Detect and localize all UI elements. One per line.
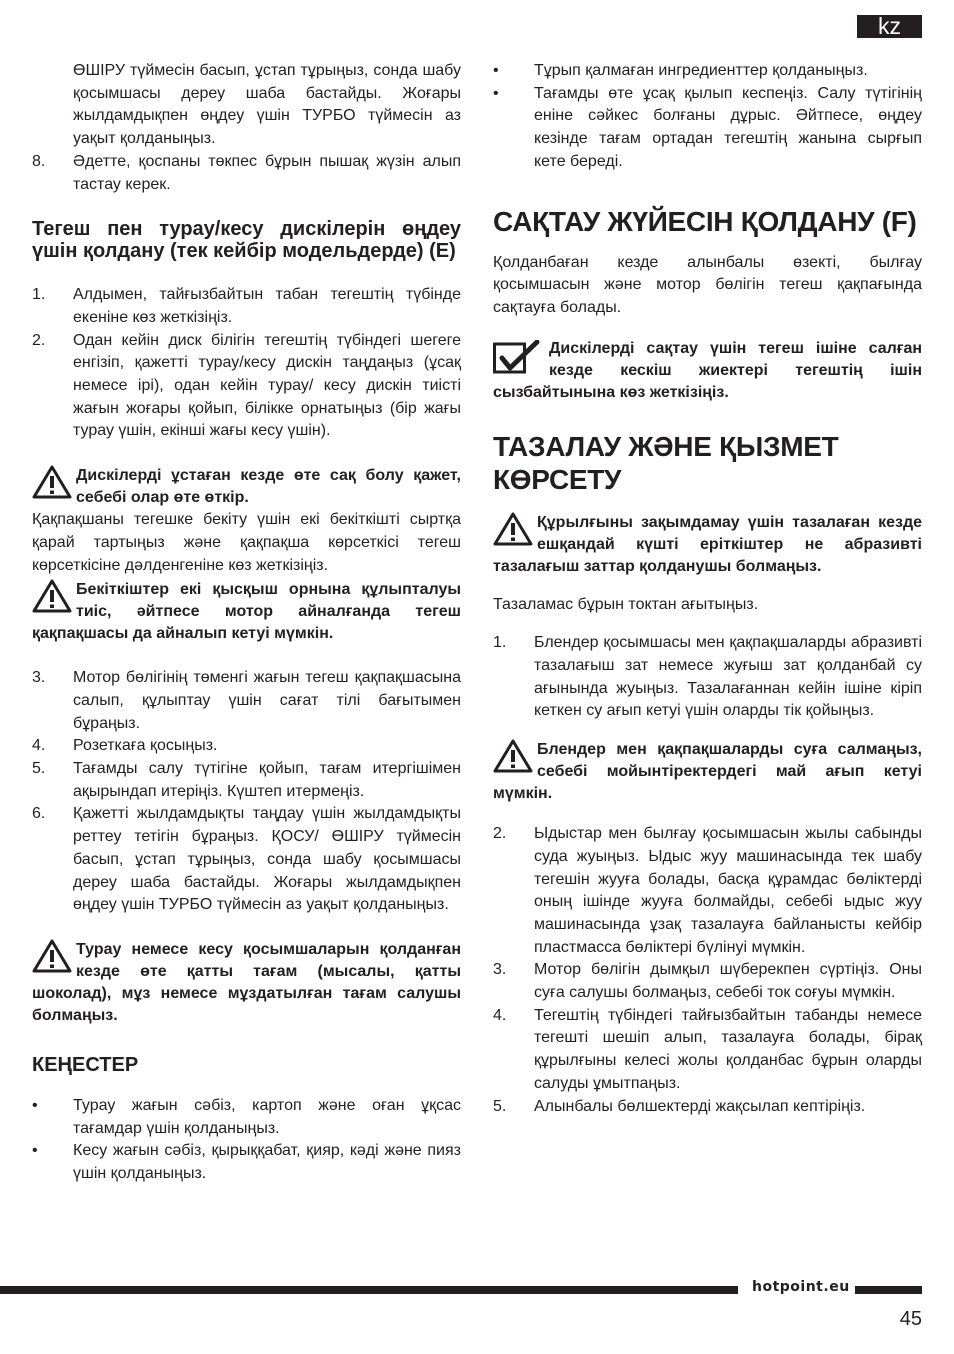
checkmark-note-icon (493, 340, 545, 376)
list-item: 5. Тағамды салу түтігіне қойып, тағам итергішімен ақырындап итеріңіз. Күштеп итермеңіз. (32, 760, 461, 800)
list-item: • Турау жағын сәбіз, картоп және оған ұқсас тағамдар үшін қолданыңыз. (32, 1096, 461, 1137)
warning-icon (32, 465, 72, 499)
steps-list-b (32, 667, 461, 917)
tips-heading: КЕҢЕСТЕР (32, 1053, 139, 1076)
warning-icon (32, 579, 72, 613)
intro-continuation: ӨШІРУ түймесін басып, ұстап тұрыңыз, сонда шабу қосымшасы дереу шаба бастайды. Жоғары жылдамдықпен өңдеу үшін ТУРБО түймесін аз уақыт қолданыңыз. (73, 62, 461, 148)
list-item: 3. Мотор бөлігін дымқыл шүберекпен сүртіңіз. Оны суға салушы болмаңыз, себебі ток соғуы мүмкін. (493, 961, 922, 1002)
list-item: 2. Одан кейін диск білігін тегештің түбіндегі шегеге енгізіп, қажетті турау/кесу дискін таңдаңыз (ұсақ немесе ірі), одан кейін турау/ кесу дискін тиісті жағын жоғары қойып, білікке орнатыңыз (бір жағы турау үшін, екінші жағы кесу үшін). (32, 331, 461, 440)
right-column (493, 60, 922, 1118)
warning-icon (32, 939, 72, 973)
language-tab: kz (857, 15, 922, 38)
warning-hard-food: Турау немесе кесу қосымшаларын қолданған кезде өте қатты тағам (мысалы, қатты шоколад), мұз немесе мұздатылған тағам салушы болмаңыз. (32, 940, 461, 1024)
footer-rule-left (0, 1286, 738, 1294)
list-item: 1. Блендер қосымшасы мен қақпақшаларды абразивті тазалағыш зат немесе жуғыш зат қолданбай су ағынында жуыңыз. Тазалағаннан кейін ішіне кіріп кеткен су ағып кетуі үшін оларды тік қойыңыз. (493, 634, 922, 720)
warning-icon (493, 512, 533, 546)
warning-no-immersion: Блендер мен қақпақшаларды суға салмаңыз, себебі мойынтіректердегі май ағып кетуі мүмкін. (493, 741, 922, 803)
tips-list (32, 1095, 461, 1186)
footer-rule-right (855, 1286, 922, 1294)
cleaning-list (493, 823, 922, 1118)
unplug-note: Тазаламас бұрын токтан ағытыңыз. (493, 595, 759, 613)
warning-icon (493, 739, 533, 773)
cleaning-heading: ТАЗАЛАУ ЖӘНЕ ҚЫЗМЕТ КӨРСЕТУ (493, 430, 839, 495)
note-disc-storage: Дискілерді сақтау үшін тегеш ішіне салған кезде кескіш жиектері тегештің ішін сызбайтынына көз жеткізіңіз. (493, 339, 922, 401)
footer-brand: hotpoint.eu (752, 1279, 850, 1295)
section-e-heading: Тегеш пен турау/кесу дискілерін өңдеу үшін қолдану (тек кейбір модельдерде) (E) (32, 218, 461, 263)
warning-no-solvents: Құрылғыны зақымдамау үшін тазалаған кезде ешқандай күшті еріткіштер не абразивті тазалағыш заттар қолданушы болмаңыз. (493, 513, 922, 575)
storage-paragraph: Қолданбаған кезде алынбалы өзекті, былғау қосымшасын және мотор бөлігін тегеш қақпағында сақтауға болады. (493, 253, 922, 316)
warning-discs-sharp: Дискілерді ұстаған кезде өте сақ болу қажет, себебі олар өте өткір. (32, 465, 461, 509)
list-item: 3. Мотор бөлігінің төменгі жағын тегеш қақпақшасына салып, құлыптау үшін сағат тілі бағытымен бұраңыз. (32, 669, 461, 732)
list-item: 4. Розеткаға қосыңыз. (32, 737, 218, 755)
warning-clamps: Бекіткіштер екі қысқыш орнына құлыпталуы тиіс, әйтпесе мотор айналғанда тегеш қақпақшасы да айналып кетуі мүмкін. (32, 581, 461, 643)
list-item: 4. Тегештің түбіндегі тайғызбайтын табанды немесе тегешті шешіп алып, тазалауға болады, бірақ құрылғыны келесі жолы қолданбас бұрын оларды салуды ұмытпаңыз. (493, 1006, 922, 1092)
lid-paragraph: Қақпақшаны тегешке бекіту үшін екі бекіткішті сыртқа қарай тартыңыз және қақпақша көрсеткісі тегеш көрсеткісіне дәлденгеніне көз жеткізіңіз. (32, 511, 461, 574)
list-item: • Кесу жағын сәбіз, қырыққабат, қияр, кәді және пияз үшін қолданыңыз. (32, 1142, 461, 1183)
list-item: • Тағамды өте ұсақ қылып кеспеңіз. Салу түтігінің еніне сәйкес болғаны дұрыс. Әйтпесе, өңдеу кезінде тағам ортадан тегештің жанына сырғып кете береді. (493, 84, 922, 170)
list-item: 6. Қажетті жылдамдықты таңдау үшін жылдамдықты реттеу тетігін бұраңыз. ҚОСУ/ ӨШІРУ түймесін басып, ұстап тұрыңыз, сонда шабу қосымшасы дереу шаба бастайды. Жоғары жылдамдықпен өңдеу үшін ТУРБО түймесін аз уақыт қолданыңыз. (32, 805, 461, 914)
tips-list-continued (493, 60, 922, 174)
list-item: 8. Әдетте, қоспаны төкпес бұрын пышақ жүзін алып тастау керек. (32, 152, 461, 193)
page-number: 45 (899, 1308, 922, 1330)
steps-list-a (32, 284, 461, 443)
list-item: • Тұрып қалмаған ингредиенттер қолданыңыз. (493, 62, 868, 79)
list-item: 1. Алдымен, тайғызбайтын табан тегештің түбінде екеніне көз жеткізіңіз. (32, 286, 461, 326)
left-column (32, 60, 461, 1186)
list-item: 5. Алынбалы бөлшектерді жақсылап кептіріңіз. (493, 1097, 866, 1115)
storage-heading: САҚТАУ ЖҮЙЕСІН ҚОЛДАНУ (F) (493, 205, 917, 237)
list-item: 2. Ыдыстар мен былғау қосымшасын жылы сабынды суда жуыңыз. Ыдыс жуу машинасында тек шабу тегешін жууға болады, басқа құрамдас бөліктерді оның ішінде жууға болмайды, себебі ыдыс жуу машинасында ұзақ тазалауға байланысты кейбір пластмасса бөліктері бүлінуі мүмкін. (493, 825, 922, 956)
